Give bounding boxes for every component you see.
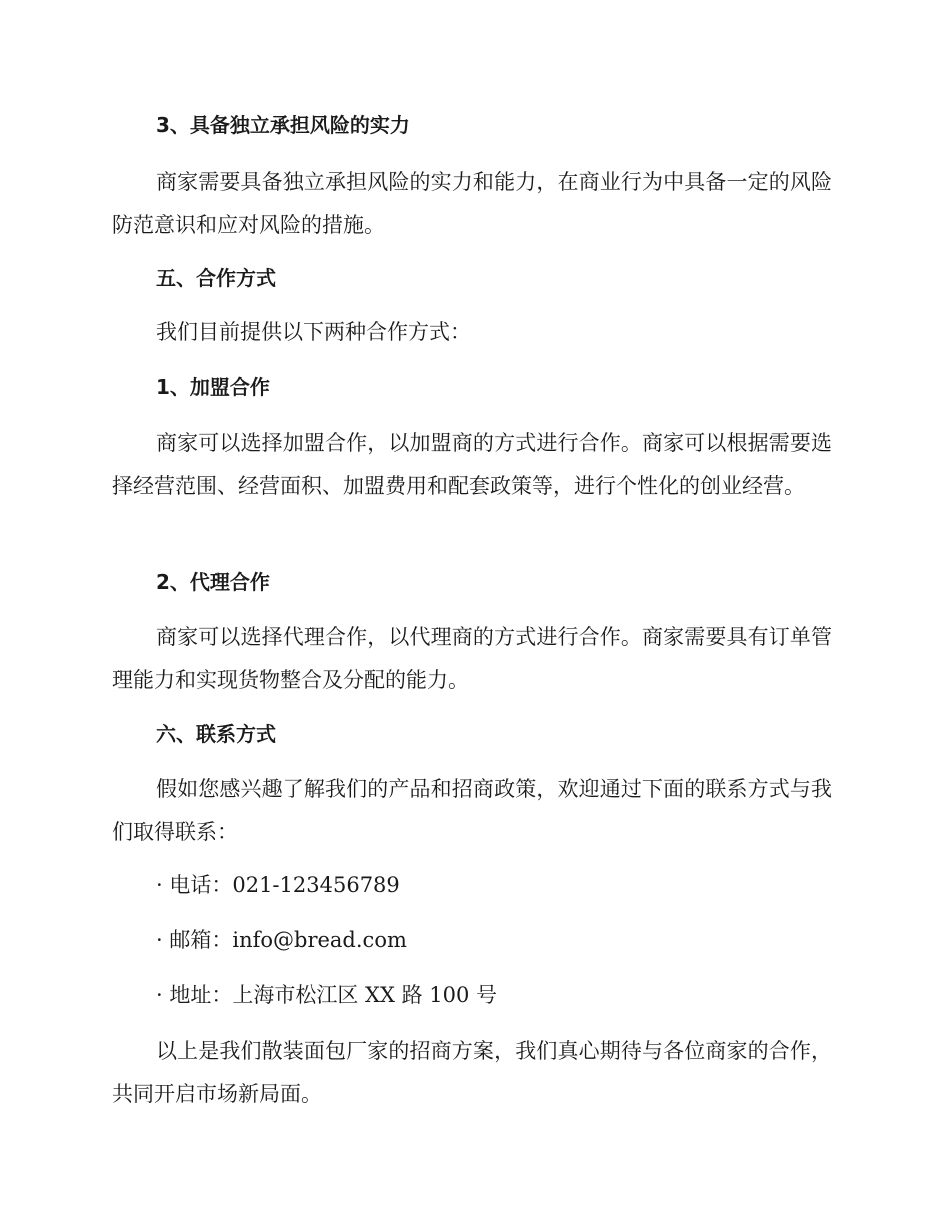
heading-risk-capability: 3、具备独立承担风险的实力	[156, 113, 410, 137]
paragraph-contact-intro: 假如您感兴趣了解我们的产品和招商政策，欢迎通过下面的联系方式与我们取得联系：	[112, 777, 832, 844]
contact-phone: · 电话：021-123456789	[156, 873, 400, 897]
contact-address: · 地址：上海市松江区 XX 路 100 号	[156, 983, 498, 1007]
heading-contact: 六、联系方式	[156, 722, 276, 746]
heading-franchise: 1、加盟合作	[156, 375, 270, 399]
paragraph-closing: 以上是我们散装面包厂家的招商方案，我们真心期待与各位商家的合作，共同开启市场新局面。	[112, 1039, 832, 1106]
paragraph-risk-capability: 商家需要具备独立承担风险的实力和能力，在商业行为中具备一定的风险防范意识和应对风险的措施。	[112, 170, 832, 237]
paragraph-cooperation-intro: 我们目前提供以下两种合作方式：	[156, 320, 471, 344]
heading-cooperation-methods: 五、合作方式	[156, 266, 276, 290]
paragraph-franchise: 商家可以选择加盟合作，以加盟商的方式进行合作。商家可以根据需要选择经营范围、经营面积、加盟费用和配套政策等，进行个性化的创业经营。	[112, 431, 832, 498]
paragraph-agency: 商家可以选择代理合作，以代理商的方式进行合作。商家需要具有订单管理能力和实现货物整合及分配的能力。	[112, 625, 832, 692]
heading-agency: 2、代理合作	[156, 570, 270, 594]
contact-email: · 邮箱：info@bread.com	[156, 928, 407, 952]
